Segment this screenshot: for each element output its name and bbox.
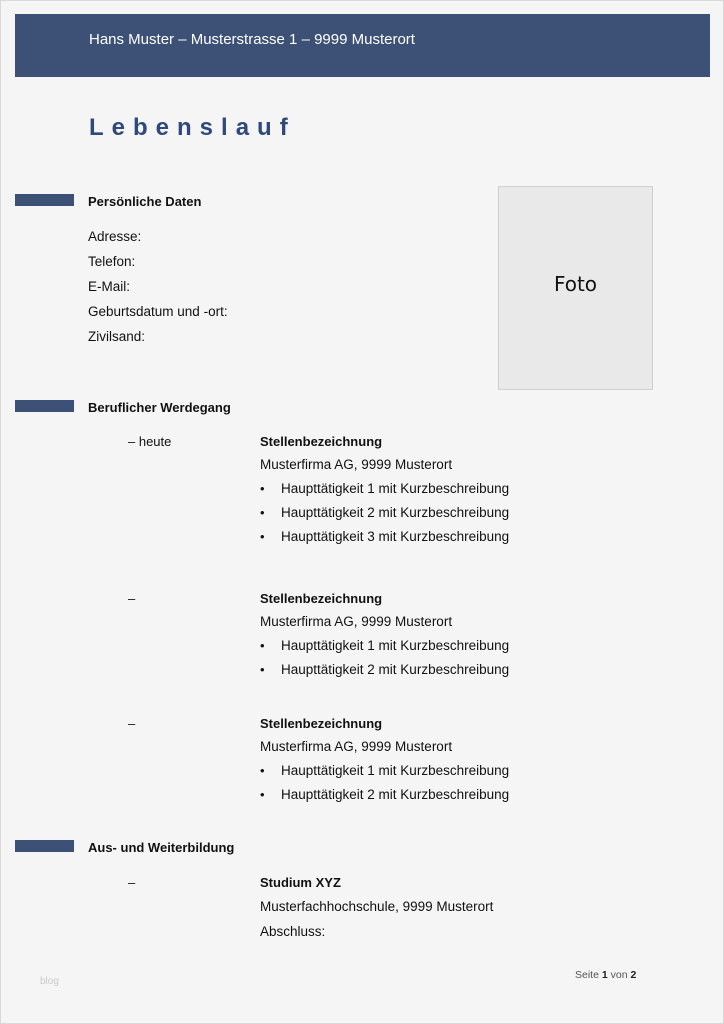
career-entry-task: Haupttätigkeit 2 mit Kurzbeschreibung [281, 787, 510, 802]
bullet-icon: • [260, 529, 265, 544]
field-birth-label: Geburtsdatum und -ort: [88, 304, 228, 319]
field-address-label: Adresse: [88, 229, 142, 244]
bullet-icon: • [260, 763, 265, 778]
career-entry-task: Haupttätigkeit 2 mit Kurzbeschreibung [281, 662, 510, 677]
career-entry-company: Musterfirma AG, 9999 Musterort [260, 457, 453, 472]
career-entry-task: Haupttätigkeit 1 mit Kurzbeschreibung [281, 481, 510, 496]
watermark-text: blog [40, 976, 59, 987]
education-entry-date: – [128, 875, 136, 890]
section-marker-personal [15, 194, 74, 206]
field-marital-label: Zivilsand: [88, 329, 146, 344]
career-entry-task: Haupttätigkeit 1 mit Kurzbeschreibung [281, 638, 510, 653]
career-entry-company: Musterfirma AG, 9999 Musterort [260, 739, 453, 754]
section-marker-career [15, 400, 74, 412]
page-of: von [610, 969, 628, 981]
career-entry-task: Haupttätigkeit 1 mit Kurzbeschreibung [281, 763, 510, 778]
page-number [575, 969, 636, 981]
section-heading-personal: Persönliche Daten [88, 194, 202, 209]
field-phone-label: Telefon: [88, 254, 136, 269]
career-entry-title: Stellenbezeichnung [260, 591, 383, 606]
photo-placeholder [498, 186, 653, 390]
bullet-icon: • [260, 481, 265, 496]
career-entry-title: Stellenbezeichnung [260, 434, 383, 449]
page-total: 2 [630, 969, 637, 981]
bullet-icon: • [260, 638, 265, 653]
section-marker-education [15, 840, 74, 852]
career-entry-date: – [128, 716, 136, 731]
career-entry-title: Stellenbezeichnung [260, 716, 383, 731]
page-title: Lebenslauf [89, 114, 296, 141]
education-entry-degree: Abschluss: [260, 924, 326, 939]
bullet-icon: • [260, 505, 265, 520]
field-email-label: E-Mail: [88, 279, 131, 294]
education-entry-title: Studium XYZ [260, 875, 341, 890]
education-entry-institution: Musterfachhochschule, 9999 Musterort [260, 899, 494, 914]
section-heading-education: Aus- und Weiterbildung [88, 840, 235, 855]
photo-label: Foto [553, 272, 598, 296]
bullet-icon: • [260, 787, 265, 802]
header-text: Hans Muster – Musterstrasse 1 – 9999 Musterort [89, 31, 415, 48]
page-current: 1 [601, 969, 608, 981]
career-entry-task: Haupttätigkeit 3 mit Kurzbeschreibung [281, 529, 510, 544]
bullet-icon: • [260, 662, 265, 677]
section-heading-career: Beruflicher Werdegang [88, 400, 231, 415]
career-entry-date: – [128, 591, 136, 606]
career-entry-date: – heute [128, 434, 172, 449]
career-entry-task: Haupttätigkeit 2 mit Kurzbeschreibung [281, 505, 510, 520]
career-entry-company: Musterfirma AG, 9999 Musterort [260, 614, 453, 629]
page-word: Seite [575, 969, 599, 981]
